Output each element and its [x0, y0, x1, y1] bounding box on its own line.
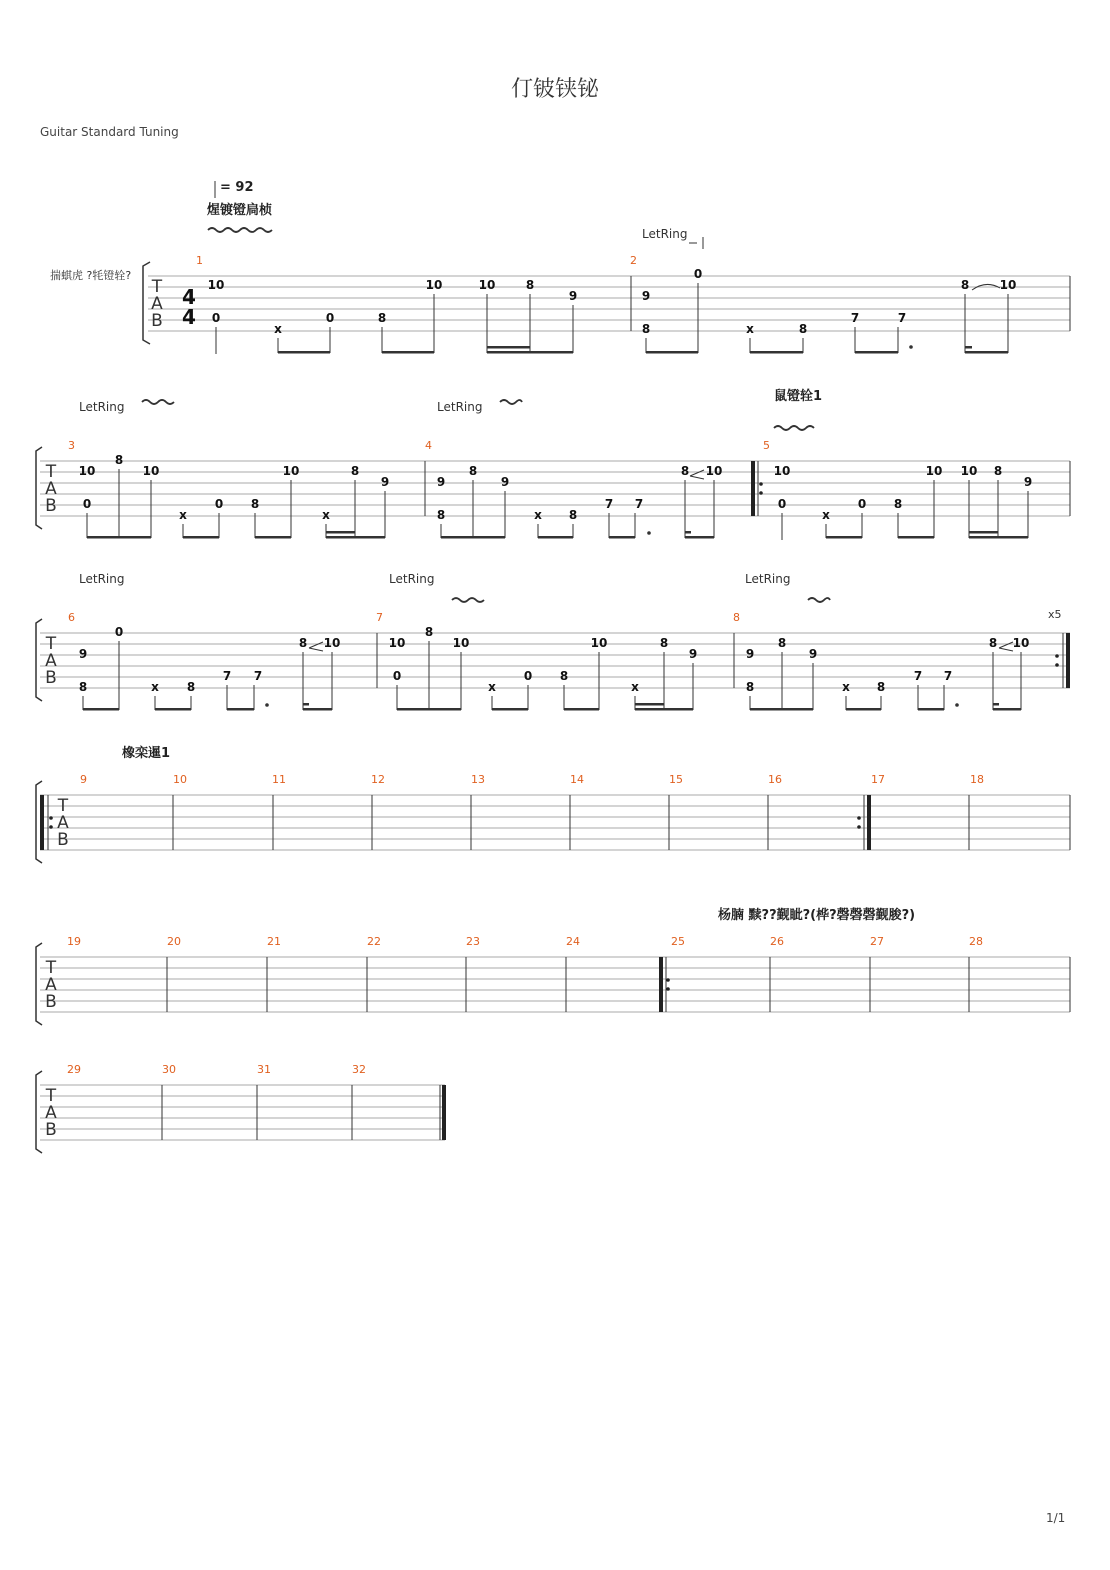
measure-number: 3 [68, 439, 75, 452]
tab-clef-t: T [151, 277, 163, 297]
svg-text:T: T [45, 1086, 57, 1106]
svg-text:8: 8 [798, 322, 808, 336]
svg-text:21: 21 [267, 935, 281, 948]
svg-text:x: x [822, 508, 830, 522]
svg-text:10: 10 [282, 464, 300, 478]
svg-text:14: 14 [570, 773, 584, 786]
svg-text:12: 12 [371, 773, 385, 786]
track-name: 揣蜞虎 ?牦镫辁? [50, 269, 132, 282]
svg-text:7: 7 [604, 497, 614, 511]
svg-text:30: 30 [162, 1063, 176, 1076]
svg-text:x: x [179, 508, 187, 522]
svg-text:9: 9 [1023, 475, 1033, 489]
vibrato-icon [208, 228, 272, 232]
section-label-intro: 煋镀镫扃桢 [207, 203, 273, 218]
svg-text:10: 10 [478, 278, 496, 292]
svg-text:10: 10 [207, 278, 225, 292]
svg-text:0: 0 [214, 497, 224, 511]
tab-clef-b: B [151, 311, 163, 331]
svg-text:8: 8 [525, 278, 535, 292]
svg-text:7: 7 [897, 311, 907, 325]
svg-text:10: 10 [925, 464, 943, 478]
svg-text:B: B [45, 1120, 57, 1140]
svg-text:0: 0 [523, 669, 533, 683]
vibrato-icon [808, 598, 830, 602]
let-ring-label: LetRing [437, 400, 483, 414]
section-label-verse: 鼠镫辁1 [774, 389, 823, 404]
svg-text:8: 8 [78, 680, 88, 694]
svg-text:0: 0 [211, 311, 221, 325]
svg-text:8: 8 [250, 497, 260, 511]
svg-text:A: A [45, 651, 57, 671]
svg-text:10: 10 [78, 464, 96, 478]
svg-text:8: 8 [680, 464, 690, 478]
svg-text:10: 10 [323, 636, 341, 650]
svg-text:10: 10 [999, 278, 1017, 292]
svg-text:10: 10 [142, 464, 160, 478]
svg-text:8: 8 [960, 278, 970, 292]
svg-text:7: 7 [634, 497, 644, 511]
measure-number: 8 [733, 611, 740, 624]
svg-text:7: 7 [222, 669, 232, 683]
svg-text:0: 0 [693, 267, 703, 281]
svg-text:10: 10 [960, 464, 978, 478]
svg-text:7: 7 [850, 311, 860, 325]
svg-text:0: 0 [325, 311, 335, 325]
score-title: 仃铍铗铋 [510, 77, 599, 102]
svg-text:A: A [45, 975, 57, 995]
svg-text:13: 13 [471, 773, 485, 786]
svg-text:11: 11 [272, 773, 286, 786]
section-label-outro: 杨腩 黩??觐眦?(桦?磬磬磬觐脧?) [718, 908, 916, 923]
svg-text:T: T [45, 634, 57, 654]
svg-text:0: 0 [392, 669, 402, 683]
svg-text:9: 9 [380, 475, 390, 489]
svg-text:8: 8 [659, 636, 669, 650]
svg-text:28: 28 [969, 935, 983, 948]
slide-icon [999, 642, 1013, 651]
time-signature-top: 4 [182, 285, 196, 309]
vibrato-icon [142, 400, 174, 404]
svg-text:8: 8 [993, 464, 1003, 478]
svg-text:8: 8 [468, 464, 478, 478]
svg-text:22: 22 [367, 935, 381, 948]
measure-number: 5 [763, 439, 770, 452]
svg-text:0: 0 [857, 497, 867, 511]
let-ring-label: LetRing [389, 572, 435, 586]
svg-text:10: 10 [425, 278, 443, 292]
svg-text:B: B [57, 830, 69, 850]
svg-text:17: 17 [871, 773, 885, 786]
svg-text:10: 10 [773, 464, 791, 478]
tab-clef-a: A [151, 294, 163, 314]
slide-icon [690, 470, 704, 479]
svg-text:9: 9 [500, 475, 510, 489]
svg-text:10: 10 [173, 773, 187, 786]
svg-text:27: 27 [870, 935, 884, 948]
svg-text:x: x [842, 680, 850, 694]
slide-icon [309, 642, 323, 651]
svg-text:A: A [57, 813, 69, 833]
svg-text:x: x [274, 322, 282, 336]
svg-text:8: 8 [436, 508, 446, 522]
measure-number: 1 [196, 254, 203, 267]
svg-text:10: 10 [705, 464, 723, 478]
svg-text:9: 9 [808, 647, 818, 661]
tempo-marking: = 92 [220, 180, 254, 195]
svg-text:9: 9 [78, 647, 88, 661]
svg-text:8: 8 [777, 636, 787, 650]
measure-number: 7 [376, 611, 383, 624]
svg-text:T: T [45, 462, 57, 482]
let-ring-label: LetRing [79, 400, 125, 414]
svg-text:31: 31 [257, 1063, 271, 1076]
svg-text:x: x [151, 680, 159, 694]
svg-text:18: 18 [970, 773, 984, 786]
svg-text:T: T [45, 958, 57, 978]
svg-text:10: 10 [1012, 636, 1030, 650]
svg-text:10: 10 [388, 636, 406, 650]
svg-text:15: 15 [669, 773, 683, 786]
svg-text:x: x [534, 508, 542, 522]
measure-number: 2 [630, 254, 637, 267]
svg-text:32: 32 [352, 1063, 366, 1076]
svg-text:8: 8 [876, 680, 886, 694]
svg-text:25: 25 [671, 935, 685, 948]
svg-text:8: 8 [745, 680, 755, 694]
svg-text:29: 29 [67, 1063, 81, 1076]
svg-text:9: 9 [688, 647, 698, 661]
svg-text:B: B [45, 992, 57, 1012]
vibrato-icon [500, 400, 522, 404]
svg-text:8: 8 [377, 311, 387, 325]
vibrato-icon [452, 598, 484, 602]
measure-number: 4 [425, 439, 432, 452]
svg-text:8: 8 [114, 453, 124, 467]
svg-text:A: A [45, 479, 57, 499]
tuning-label: Guitar Standard Tuning [40, 125, 179, 139]
let-ring-label: LetRing [642, 227, 688, 241]
svg-text:A: A [45, 1103, 57, 1123]
svg-text:B: B [45, 496, 57, 516]
svg-text:16: 16 [768, 773, 782, 786]
svg-text:23: 23 [466, 935, 480, 948]
svg-text:x: x [631, 680, 639, 694]
svg-text:9: 9 [436, 475, 446, 489]
vibrato-icon [774, 426, 814, 430]
svg-text:19: 19 [67, 935, 81, 948]
let-ring-label: LetRing [79, 572, 125, 586]
svg-text:9: 9 [641, 289, 651, 303]
svg-text:0: 0 [114, 625, 124, 639]
svg-text:8: 8 [568, 508, 578, 522]
measure-number: 6 [68, 611, 75, 624]
svg-text:0: 0 [777, 497, 787, 511]
section-label-chorus: 橡栾暹1 [122, 746, 171, 761]
svg-text:7: 7 [253, 669, 263, 683]
svg-text:8: 8 [641, 322, 651, 336]
svg-text:T: T [57, 796, 69, 816]
svg-text:8: 8 [350, 464, 360, 478]
svg-text:8: 8 [298, 636, 308, 650]
svg-text:8: 8 [559, 669, 569, 683]
svg-text:8: 8 [424, 625, 434, 639]
svg-text:9: 9 [745, 647, 755, 661]
svg-text:10: 10 [452, 636, 470, 650]
svg-text:B: B [45, 668, 57, 688]
time-signature-bottom: 4 [182, 305, 196, 329]
svg-text:7: 7 [943, 669, 953, 683]
svg-text:26: 26 [770, 935, 784, 948]
svg-text:24: 24 [566, 935, 580, 948]
page-number: 1/1 [1046, 1511, 1066, 1525]
svg-text:x: x [488, 680, 496, 694]
svg-text:20: 20 [167, 935, 181, 948]
svg-text:x: x [746, 322, 754, 336]
svg-text:9: 9 [80, 773, 87, 786]
svg-text:8: 8 [186, 680, 196, 694]
svg-text:0: 0 [82, 497, 92, 511]
svg-text:7: 7 [913, 669, 923, 683]
svg-text:9: 9 [568, 289, 578, 303]
svg-text:8: 8 [988, 636, 998, 650]
repeat-count: x5 [1048, 608, 1062, 621]
let-ring-label: LetRing [745, 572, 791, 586]
svg-text:10: 10 [590, 636, 608, 650]
svg-text:x: x [322, 508, 330, 522]
svg-text:8: 8 [893, 497, 903, 511]
